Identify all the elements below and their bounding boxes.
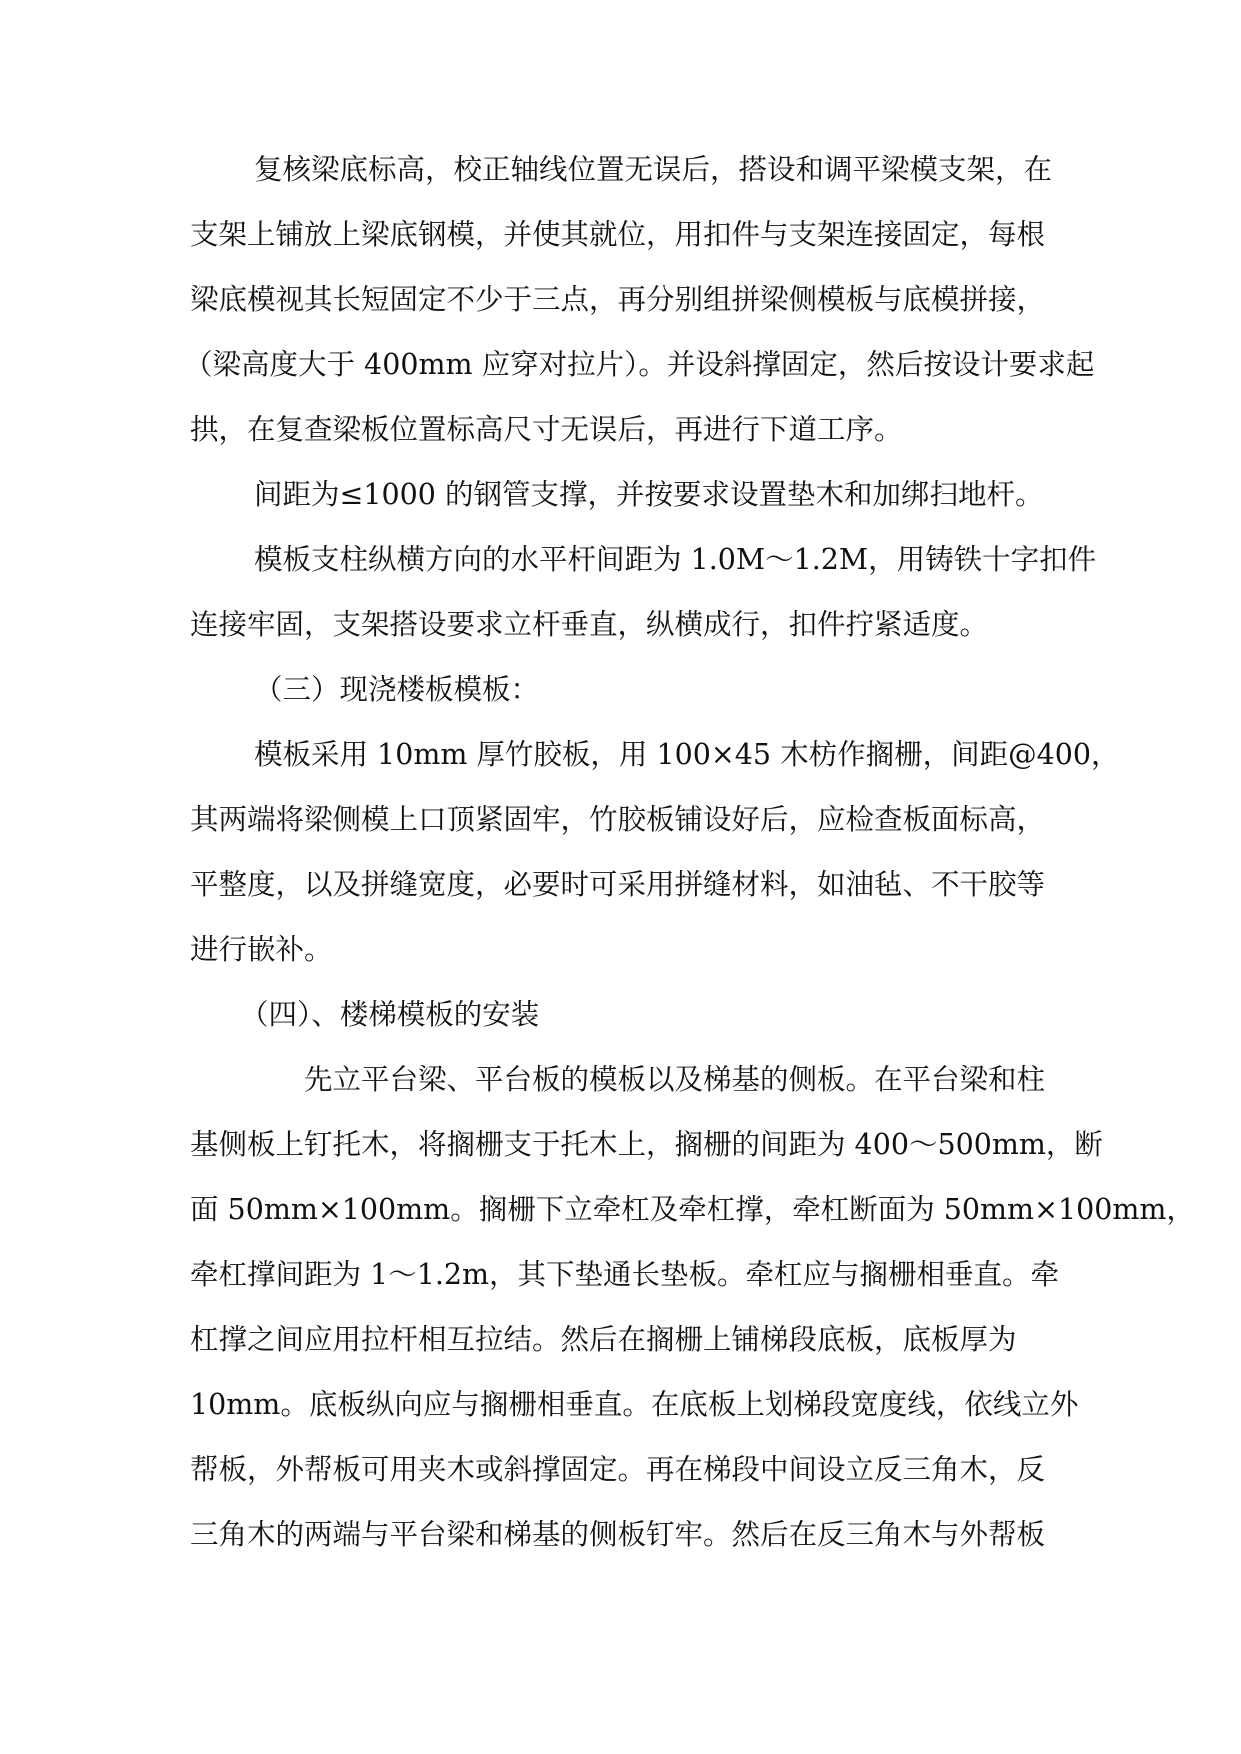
text-line: 基侧板上钉托木，将搁栅支于托木上，搁栅的间距为 400～500mm，断	[190, 1128, 1103, 1161]
text-line: 拱，在复查梁板位置标高尺寸无误后，再进行下道工序。	[190, 413, 903, 446]
text-line: 间距为≤1000 的钢管支撑，并按要求设置垫木和加绑扫地杆。	[254, 478, 1044, 511]
text-line: 模板采用 10mm 厚竹胶板，用 100×45 木枋作搁栅，间距@400，	[254, 738, 1120, 771]
section-heading: （三）现浇楼板模板：	[254, 673, 540, 706]
text-line: 连接牢固，支架搭设要求立杆垂直，纵横成行，扣件拧紧适度。	[190, 608, 989, 641]
text-line: 其两端将梁侧模上口顶紧固牢，竹胶板铺设好后，应检查板面标高，	[190, 803, 1046, 836]
text-line: 先立平台梁、平台板的模板以及梯基的侧板。在平台梁和柱	[304, 1063, 1046, 1096]
text-line: 模板支柱纵横方向的水平杆间距为 1.0M～1.2M，用铸铁十字扣件	[254, 543, 1097, 576]
text-line: （梁高度大于 400mm 应穿对拉片）。并设斜撑固定，然后按设计要求起	[184, 348, 1095, 381]
text-line: 梁底模视其长短固定不少于三点，再分别组拼梁侧模板与底模拼接，	[190, 283, 1046, 316]
text-line: 10mm。底板纵向应与搁栅相垂直。在底板上划梯段宽度线，依线立外	[190, 1388, 1079, 1421]
text-line: 复核梁底标高，校正轴线位置无误后，搭设和调平梁模支架，在	[254, 153, 1053, 186]
text-line: 牵杠撑间距为 1～1.2m，其下垫通长垫板。牵杠应与搁栅相垂直。牵	[190, 1258, 1060, 1291]
text-line: 三角木的两端与平台梁和梯基的侧板钉牢。然后在反三角木与外帮板	[190, 1518, 1046, 1551]
text-line: 支架上铺放上梁底钢模，并使其就位，用扣件与支架连接固定，每根	[190, 218, 1046, 251]
text-line: 平整度，以及拼缝宽度，必要时可采用拼缝材料，如油毡、不干胶等	[190, 868, 1046, 901]
text-line: 杠撑之间应用拉杆相互拉结。然后在搁栅上铺梯段底板，底板厚为	[190, 1323, 1017, 1356]
text-line: 帮板，外帮板可用夹木或斜撑固定。再在梯段中间设立反三角木，反	[190, 1453, 1046, 1486]
section-heading: （四）、楼梯模板的安装	[240, 998, 540, 1031]
text-line: 面 50mm×100mm。搁栅下立牵杠及牵杠撑，牵杠断面为 50mm×100mm，	[190, 1193, 1195, 1226]
text-line: 进行嵌补。	[190, 933, 333, 966]
